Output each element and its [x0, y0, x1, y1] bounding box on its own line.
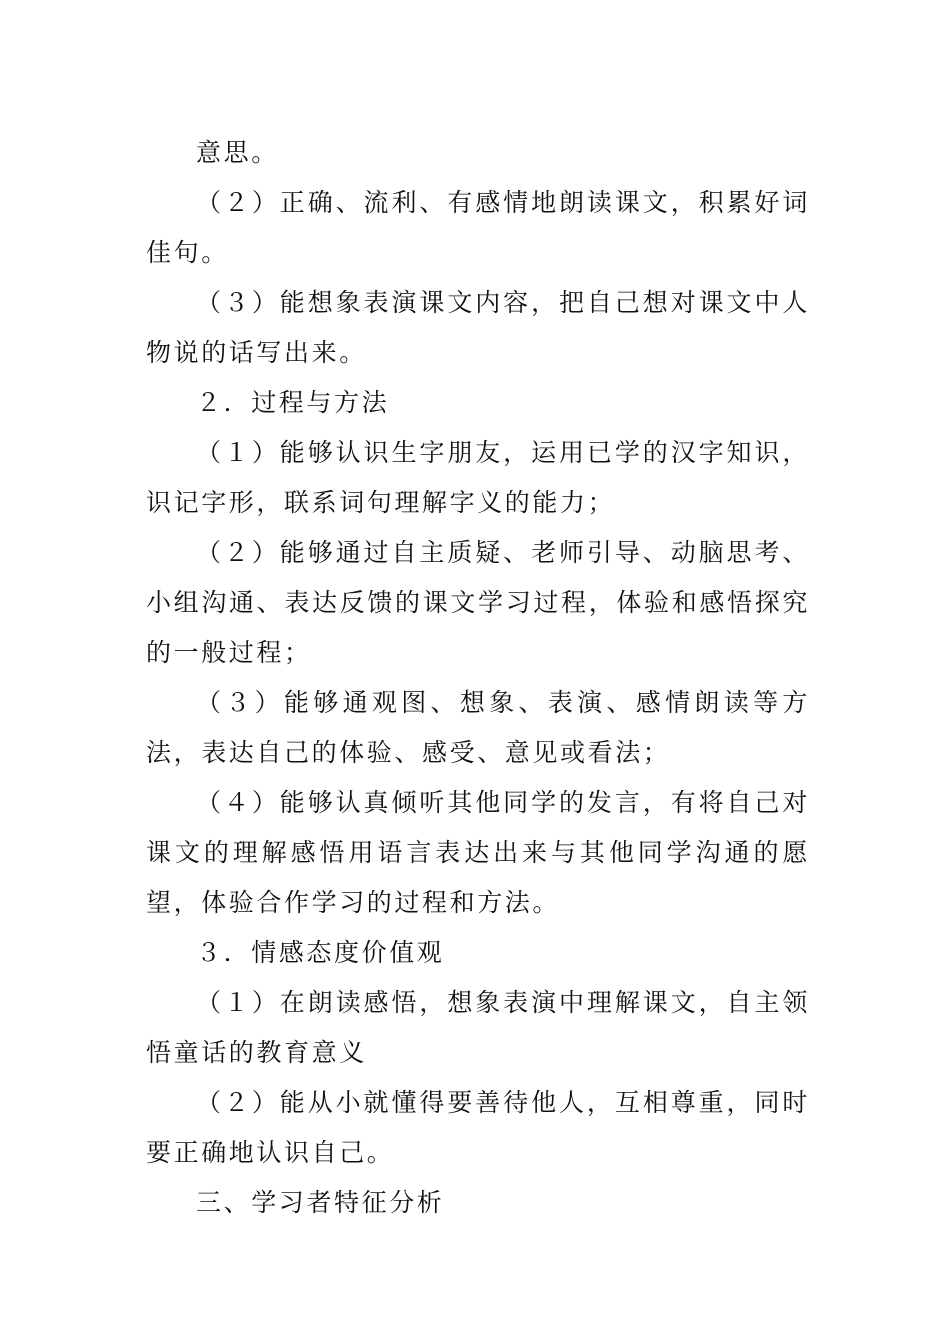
- heading-learner-analysis: 三、学习者特征分析: [196, 1188, 445, 1217]
- paragraph-continuation: 意思。: [196, 138, 279, 167]
- paragraph-method-4: （４）能够认真倾听其他同学的发言，有将自己对课文的理解感悟用语言表达出来与其他同学沟通的愿望，体验合作学习的过程和方法。: [146, 788, 810, 917]
- paragraph-method-1: （１）能够认识生字朋友，运用已学的汉字知识，识记字形，联系词句理解字义的能力；: [146, 438, 810, 517]
- paragraph-method-3: （３）能够通观图、想象、表演、感情朗读等方法，表达自己的体验、感受、意见或看法；: [146, 688, 810, 767]
- paragraph-emotion-2: （２）能从小就懂得要善待他人，互相尊重，同时要正确地认识自己。: [146, 1088, 810, 1167]
- heading-process-and-method: ２．过程与方法: [196, 388, 390, 417]
- paragraph-emotion-1: （１）在朗读感悟，想象表演中理解课文，自主领悟童话的教育意义: [146, 988, 810, 1067]
- document-body: [146, 128, 810, 1228]
- paragraph-objective-3: （３）能想象表演课文内容，把自己想对课文中人物说的话写出来。: [146, 288, 810, 367]
- paragraph-objective-2: （２）正确、流利、有感情地朗读课文，积累好词佳句。: [146, 188, 810, 267]
- heading-emotion-attitude-values: ３．情感态度价值观: [196, 938, 445, 967]
- paragraph-method-2: （２）能够通过自主质疑、老师引导、动脑思考、小组沟通、表达反馈的课文学习过程，体验和感悟探究的一般过程；: [146, 538, 810, 667]
